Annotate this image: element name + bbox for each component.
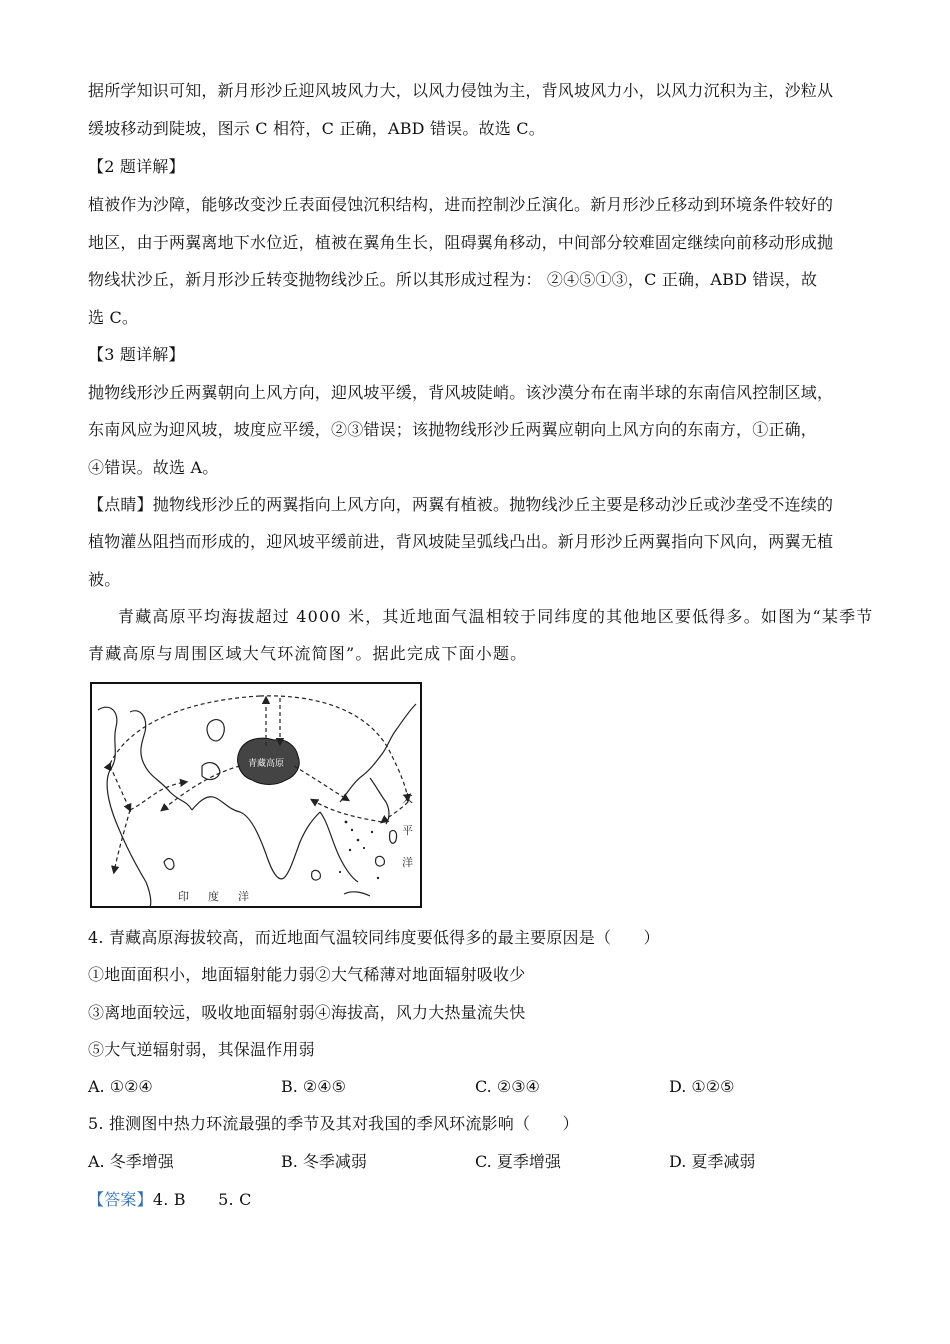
option-a: A. 冬季增强 [88,1152,174,1171]
ocean-label: 太 [402,792,413,805]
intro-line: 青藏高原平均海拔超过 4000 米，其近地面气温相较于同纬度的其他地区要低得多。如图为“某季节 [118,607,874,626]
section-header: 【3 题详解】 [88,345,185,364]
statement-line: ①地面面积小，地面辐射能力弱②大气稀薄对地面辐射吸收少 [88,965,526,984]
statement-line: ⑤大气逆辐射弱，其保温作用弱 [88,1040,315,1059]
option-c: C. 夏季增强 [475,1152,561,1171]
plateau-label: 青藏高原 [247,759,285,769]
paragraph-line: 抛物线形沙丘两翼朝向上风方向，迎风坡平缓，背风坡陡峭。该沙漠分布在南半球的东南信风控制区域， [88,383,834,402]
option-b: B. 冬季减弱 [281,1152,367,1171]
option-d: D. ①②⑤ [669,1077,735,1096]
option-a: A. ①②④ [88,1077,153,1096]
question-stem: 5. 推测图中热力环流最强的季节及其对我国的季风环流影响（ ） [88,1114,579,1133]
paragraph-line: 缓坡移动到陡坡，图示 C 相符，C 正确，ABD 错误。故选 C。 [88,119,545,138]
paragraph-line: 据所学知识可知，新月形沙丘迎风坡风力大，以风力侵蚀为主，背风坡风力小，以风力沉积为主，沙粒从 [88,81,834,100]
ocean-label: 平 [402,824,413,837]
answer-line [88,1189,252,1211]
tip-line: 植物灌丛阻挡而形成的，迎风坡平缓前进，背风坡陡呈弧线凸出。新月形沙丘两翼指向下风向，两翼无植 [88,532,834,551]
statement-line: ③离地面较远，吸收地面辐射弱④海拔高，风力大热量流失快 [88,1003,526,1022]
paragraph-line: 植被作为沙障，能够改变沙丘表面侵蚀沉积结构，进而控制沙丘演化。新月形沙丘移动到环境条件较好的 [88,195,834,214]
tip-line: 被。 [88,570,121,589]
ocean-label: 印 [178,890,189,903]
option-c: C. ②③④ [475,1077,540,1096]
paragraph-line: ④错误。故选 A。 [88,458,219,477]
ocean-label: 洋 [402,856,413,869]
answer-text: 4. B 5. C [152,1190,252,1209]
paragraph-line: 东南风应为迎风坡，坡度应平缓，②③错误；该抛物线形沙丘两翼应朝向上风方向的东南方，①正确， [88,420,818,439]
tip-line: 【点睛】抛物线形沙丘的两翼指向上风方向，两翼有植被。抛物线沙丘主要是移动沙丘或沙垄受不连续的 [88,495,834,514]
question-stem: 4. 青藏高原海拔较高，而近地面气温较同纬度要低得多的最主要原因是（ ） [88,928,660,947]
option-b: B. ②④⑤ [281,1077,346,1096]
intro-line: 青藏高原与周围区域大气环流简图”。据此完成下面小题。 [88,644,528,663]
ocean-label: 洋 [238,890,249,903]
option-d: D. 夏季减弱 [669,1152,756,1171]
answer-tag: 【答案】 [88,1190,153,1209]
paragraph-line: 选 C。 [88,308,139,327]
ocean-label: 度 [208,890,219,903]
section-header: 【2 题详解】 [88,157,185,176]
paragraph-line: 地区，由于两翼离地下水位近，植被在翼角生长，阻碍翼角移动，中间部分较难固定继续向前移动形成抛 [88,233,834,252]
paragraph-line: 物线状沙丘，新月形沙丘转变抛物线沙丘。所以其形成过程为： ②④⑤①③，C 正确，ABD 错误，故 [88,270,818,289]
circulation-map [90,682,422,908]
